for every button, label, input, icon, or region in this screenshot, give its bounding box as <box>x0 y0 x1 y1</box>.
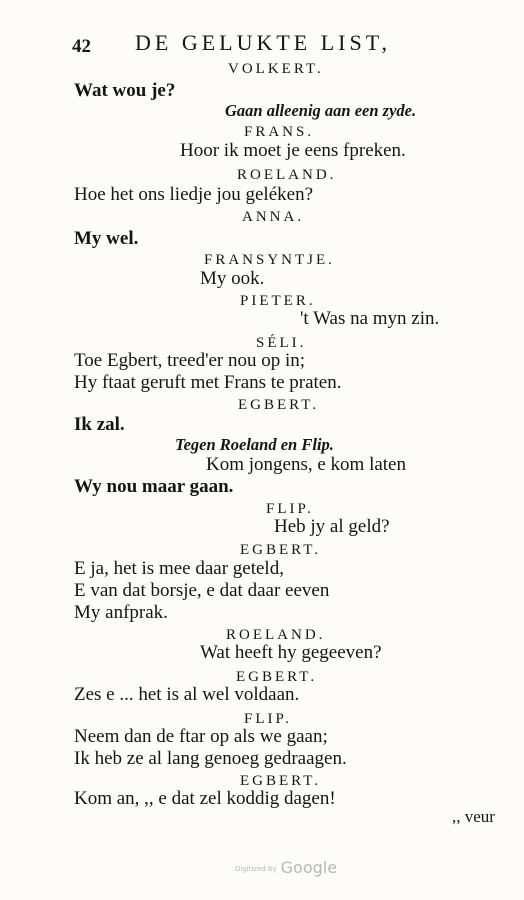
watermark-prefix: Digitized by <box>235 864 277 873</box>
verse-line: My wel. <box>74 228 139 249</box>
verse-line: Kom an, ,, e dat zel koddig dagen! <box>74 788 336 809</box>
speaker-egbert: EGBERT. <box>238 397 320 413</box>
speaker-pieter: PIETER. <box>240 293 316 309</box>
verse-line: Hoe het ons liedje jou geléken? <box>74 184 314 205</box>
digitizer-watermark <box>235 858 355 877</box>
verse-line: Toe Egbert, treed'er nou op in; <box>74 350 306 371</box>
speaker-flip: FLIP. <box>266 501 314 517</box>
speaker-anna: ANNA. <box>242 209 305 225</box>
catchword: ,, veur <box>452 807 495 826</box>
verse-line: My anfprak. <box>74 602 168 623</box>
running-title: DE GELUKTE LIST, <box>135 30 392 55</box>
speaker-egbert: EGBERT. <box>240 773 322 789</box>
speaker-volkert: VOLKERT. <box>228 61 324 77</box>
verse-line: Hy ftaat geruft met Frans te praten. <box>74 372 342 393</box>
stage-direction: Tegen Roeland en Flip. <box>175 435 334 454</box>
verse-line: Neem dan de ftar op als we gaan; <box>74 726 328 747</box>
stage-direction: Gaan alleenig aan een zyde. <box>225 101 417 120</box>
speaker-roeland: ROELAND. <box>226 627 326 643</box>
verse-line: Wat wou je? <box>74 80 176 101</box>
verse-line: Zes e ... het is al wel voldaan. <box>74 684 300 705</box>
verse-line: 't Was na myn zin. <box>300 308 440 329</box>
speaker-fransyntje: FRANSYNTJE. <box>204 252 335 268</box>
verse-line: E ja, het is mee daar geteld, <box>74 558 284 579</box>
speaker-roeland: ROELAND. <box>237 167 337 183</box>
speaker-frans: FRANS. <box>244 124 315 140</box>
verse-line: Ik zal. <box>74 414 125 435</box>
page-number: 42 <box>72 36 91 57</box>
watermark-brand: Google <box>280 858 338 877</box>
verse-line: E van dat borsje, e dat daar eeven <box>74 580 330 601</box>
speaker-egbert: EGBERT. <box>236 669 318 685</box>
speaker-seli: SÉLI. <box>256 335 307 351</box>
verse-line: Wat heeft hy gegeeven? <box>200 642 382 663</box>
verse-line: Ik heb ze al lang genoeg gedraagen. <box>74 748 347 769</box>
verse-line: Heb jy al geld? <box>274 516 390 537</box>
verse-line: My ook. <box>200 268 265 289</box>
verse-line: Hoor ik moet je eens fpreken. <box>180 140 406 161</box>
speaker-flip: FLIP. <box>244 711 292 727</box>
speaker-egbert: EGBERT. <box>240 542 322 558</box>
verse-line: Wy nou maar gaan. <box>74 476 234 497</box>
verse-line: Kom jongens, e kom laten <box>206 454 406 475</box>
